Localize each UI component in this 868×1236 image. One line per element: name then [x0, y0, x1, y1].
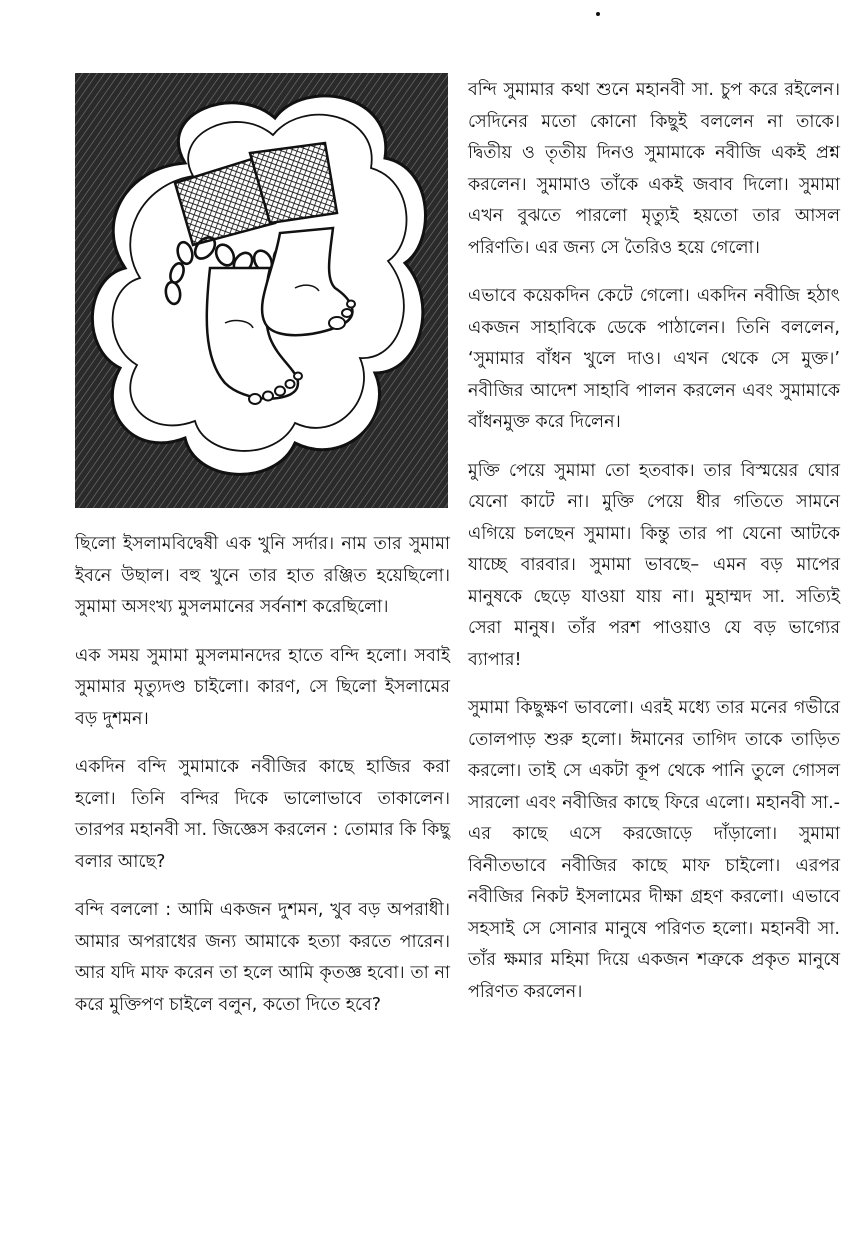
paragraph: এভাবে কয়েকদিন কেটে গেলো। একদিন নবীজি হঠাৎ একজন সাহাবিকে ডেকে পাঠালেন। তিনি বললেন, ‘সুমামার বাঁধন খুলে দাও। এখন থেকে সে মুক্ত।’ নবীজির আদেশ সাহাবি পালন করলেন এবং সুমামাকে বাঁধনমুক্ত করে দিলেন। [468, 286, 840, 432]
left-text-column [75, 529, 450, 1038]
paragraph: মুক্তি পেয়ে সুমামা তো হতবাক। তার বিস্ময়ের ঘোর যেনো কাটে না। মুক্তি পেয়ে ধীর গতিতে সামনে এগিয়ে চলছেন সুমামা। কিন্তু তার পা যেনো আটকে যাচ্ছে বারবার। সুমামা ভাবছে– এমন বড় মাপের মানুষকে ছেড়ে যাওয়া যায় না। মুহাম্মদ সা. সত্যিই সেরা মানুষ। তাঁর পরশ পাওয়াও যে বড় ভাগ্যের ব্যাপার! [468, 460, 840, 670]
paragraph: বন্দি সুমামার কথা শুনে মহানবী সা. চুপ করে রইলেন। সেদিনের মতো কোনো কিছুই বললেন না তাকে। দ্বিতীয় ও তৃতীয় দিনও সুমামাকে নবীজি একই প্রশ্ন করলেন। সুমামাও তাঁকে একই জবাব দিলো। সুমামা এখন বুঝতে পারলো মৃত্যুই হয়তো তার আসল পরিণতি। এর জন্য সে তৈরিও হয়ে গেলো। [468, 80, 840, 258]
illustration-drawing [75, 73, 448, 508]
paragraph: এক সময় সুমামা মুসলমানদের হাতে বন্দি হলো। সবাই সুমামার মৃত্যুদণ্ড চাইলো। কারণ, সে ছিলো ইসলামের বড় দুশমন। [75, 645, 450, 729]
paragraph: ছিলো ইসলামবিদ্বেষী এক খুনি সর্দার। নাম তার সুমামা ইবনে উছাল। বহু খুনে তার হাত রঞ্জিত হয়েছিলো। সুমামা অসংখ্য মুসলমানের সর্বনাশ করেছিলো। [75, 534, 450, 617]
paragraph: সুমামা কিছুক্ষণ ভাবলো। এরই মধ্যে তার মনের গভীরে তোলপাড় শুরু হলো। ঈমানের তাগিদ তাকে তাড়িত করলো। তাই সে একটা কূপ থেকে পানি তুলে গোসল সারলো এবং নবীজির কাছে ফিরে এলো। মহানবী সা.-এর কাছে এসে করজোড়ে দাঁড়ালো। সুমামা বিনীতভাবে নবীজির কাছে মাফ চাইলো। এরপর নবীজির নিকট ইসলামের দীক্ষা গ্রহণ করলো। এভাবে সহসাই সে সোনার মানুষে পরিণত হলো। মহানবী সা. তাঁর ক্ষমার মহিমা দিয়ে একজন শত্রুকে প্রকৃত মানুষে পরিণত করলেন। [468, 698, 840, 1002]
print-speck [596, 12, 600, 16]
paragraph: একদিন বন্দি সুমামাকে নবীজির কাছে হাজির করা হলো। তিনি বন্দির দিকে ভালোভাবে তাকালেন। তারপর মহানবী সা. জিজ্ঞেস করলেন : তোমার কি কিছু বলার আছে? [75, 757, 450, 872]
chained-feet-illustration [75, 73, 448, 508]
right-text-column [468, 75, 840, 1025]
paragraph: বন্দি বললো : আমি একজন দুশমন, খুব বড় অপরাধী। আমার অপরাধের জন্য আমাকে হত্যা করতে পারেন। আর যদি মাফ করেন তা হলে আমি কৃতজ্ঞ হবো। তা না করে মুক্তিপণ চাইলে বলুন, কতো দিতে হবে? [75, 900, 450, 1015]
